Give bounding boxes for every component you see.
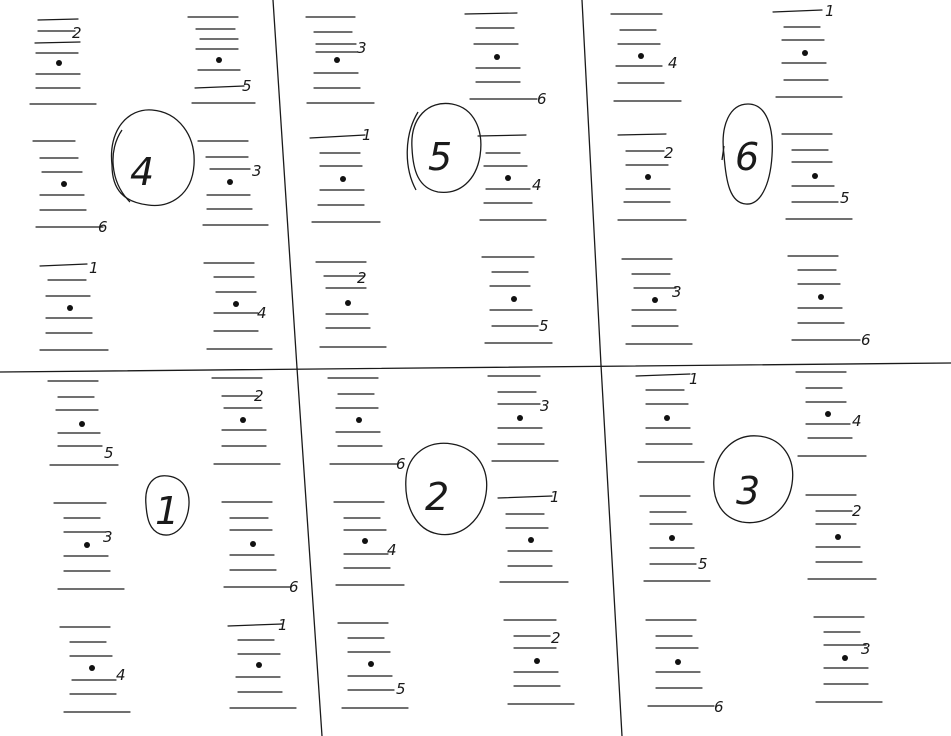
line-stack <box>636 370 704 462</box>
line-stack <box>48 381 118 465</box>
cell-4 <box>48 378 299 712</box>
dot-marker <box>802 50 808 56</box>
circled-digit-text: 6 <box>735 135 760 179</box>
stack-label: 2 <box>72 24 82 42</box>
stroke-line <box>35 42 80 43</box>
stack-label: 4 <box>668 54 678 72</box>
dot-marker <box>505 175 511 181</box>
stack-label: 1 <box>362 126 372 144</box>
stroke-line <box>310 135 365 138</box>
dot-marker <box>638 53 644 59</box>
stroke-line <box>498 496 552 498</box>
dot-marker <box>494 54 500 60</box>
line-stack <box>33 141 108 236</box>
line-stack <box>204 263 272 349</box>
dot-marker <box>511 296 517 302</box>
stack-label: 4 <box>257 304 267 322</box>
stack-label: 3 <box>672 283 682 301</box>
circled-digit-text: 4 <box>130 150 155 194</box>
line-stack <box>646 620 724 716</box>
grid-vertical-line <box>273 0 297 368</box>
dot-marker <box>812 173 818 179</box>
dot-marker <box>842 655 848 661</box>
stack-label: 4 <box>852 412 862 430</box>
stack-label: 6 <box>396 455 406 473</box>
stack-label: 5 <box>539 317 549 335</box>
line-stack <box>478 135 546 220</box>
circled-digit-text: 2 <box>425 475 450 519</box>
cell-1 <box>30 17 272 350</box>
line-stack <box>618 134 686 220</box>
grid-vertical-line <box>297 368 322 736</box>
dot-marker <box>534 658 540 664</box>
line-stack <box>640 496 710 581</box>
stack-label: 4 <box>532 176 542 194</box>
stroke-line <box>195 86 244 88</box>
line-stack <box>60 627 130 712</box>
dot-marker <box>216 57 222 63</box>
grid-horizontal-line <box>0 363 951 372</box>
circled-digit <box>714 436 793 523</box>
stack-label: 3 <box>357 39 367 57</box>
circled-digit-text: 5 <box>428 135 453 179</box>
line-stack <box>40 259 108 350</box>
circled-digit <box>722 104 772 204</box>
stroke-line <box>478 135 526 136</box>
line-stack <box>188 17 255 103</box>
stack-label: 5 <box>840 189 850 207</box>
stack-label: 6 <box>714 698 724 716</box>
line-stack <box>198 141 268 225</box>
line-stack <box>306 17 374 103</box>
line-stack <box>222 502 299 596</box>
stack-label: 2 <box>254 387 264 405</box>
dot-marker <box>89 665 95 671</box>
stroke-line <box>465 13 517 14</box>
dot-marker <box>675 659 681 665</box>
dot-marker <box>818 294 824 300</box>
line-stack <box>482 257 552 343</box>
cell-5 <box>328 376 574 708</box>
line-stack <box>328 378 406 473</box>
stroke-line <box>40 264 87 266</box>
dot-marker <box>517 415 523 421</box>
stack-label: 3 <box>540 397 550 415</box>
stack-label: 6 <box>98 218 108 236</box>
stroke-line <box>773 10 822 12</box>
dot-marker <box>664 415 670 421</box>
stack-label: 5 <box>104 444 114 462</box>
dot-marker <box>256 662 262 668</box>
line-stack <box>316 262 386 347</box>
stack-label: 6 <box>861 331 871 349</box>
dot-marker <box>233 301 239 307</box>
dot-marker <box>669 535 675 541</box>
circled-digit-text: 1 <box>155 489 180 533</box>
stroke-line <box>38 19 78 20</box>
line-stack <box>622 259 692 344</box>
stack-label: 1 <box>825 2 835 20</box>
dot-marker <box>340 176 346 182</box>
stack-label: 3 <box>252 162 262 180</box>
line-stack <box>796 372 866 456</box>
line-stack <box>54 503 124 589</box>
stack-label: 1 <box>278 616 288 634</box>
stack-label: 2 <box>852 502 862 520</box>
circled-digit <box>146 476 189 535</box>
line-stack <box>782 134 852 219</box>
stroke-line <box>636 374 690 376</box>
line-stack <box>773 2 842 97</box>
dot-marker <box>645 174 651 180</box>
grid-vertical-line <box>582 0 601 365</box>
stack-label: 4 <box>116 666 126 684</box>
line-stack <box>334 502 404 585</box>
line-stack <box>788 256 871 349</box>
circled-digit-text: 3 <box>736 469 761 513</box>
dot-marker <box>835 534 841 540</box>
dot-marker <box>61 181 67 187</box>
circled-digit <box>111 110 194 206</box>
stack-label: 5 <box>242 77 252 95</box>
stroke-line <box>618 134 666 135</box>
dot-marker <box>368 661 374 667</box>
dot-marker <box>250 541 256 547</box>
dot-marker <box>79 421 85 427</box>
dot-marker <box>56 60 62 66</box>
stack-label: 3 <box>103 528 113 546</box>
dot-marker <box>356 417 362 423</box>
stack-label: 2 <box>551 629 561 647</box>
stack-label: 2 <box>664 144 674 162</box>
line-stack <box>498 488 568 582</box>
stack-label: 2 <box>357 269 367 287</box>
stack-label: 5 <box>698 555 708 573</box>
line-stack <box>30 19 96 104</box>
line-stack <box>814 617 882 702</box>
dot-marker <box>652 297 658 303</box>
line-stack <box>806 495 876 579</box>
line-stack <box>504 620 574 704</box>
line-stack <box>212 378 280 464</box>
dot-marker <box>240 417 246 423</box>
line-stack <box>338 623 408 708</box>
line-stack <box>465 13 547 108</box>
dot-marker <box>67 305 73 311</box>
stack-label: 1 <box>89 259 99 277</box>
cell-3 <box>611 2 871 349</box>
stack-label: 1 <box>689 370 699 388</box>
line-stack <box>488 376 558 461</box>
grid-vertical-line <box>601 365 622 736</box>
dot-marker <box>334 57 340 63</box>
stroke-line <box>228 624 282 626</box>
line-stack <box>611 14 681 101</box>
dot-marker <box>528 537 534 543</box>
stack-label: 5 <box>396 680 406 698</box>
circled-digit <box>406 443 487 534</box>
line-stack <box>228 616 296 708</box>
stack-label: 1 <box>550 488 560 506</box>
dot-marker <box>84 542 90 548</box>
dot-marker <box>227 179 233 185</box>
dot-marker <box>825 411 831 417</box>
cell-2 <box>306 13 552 347</box>
dot-marker <box>345 300 351 306</box>
bracket-stroke <box>113 130 130 202</box>
stack-label: 6 <box>537 90 547 108</box>
line-stack <box>310 126 380 222</box>
stack-label: 4 <box>387 541 397 559</box>
stack-label: 6 <box>289 578 299 596</box>
cell-6 <box>636 370 882 716</box>
stack-label: 3 <box>861 640 871 658</box>
circled-digit <box>407 103 481 192</box>
dot-marker <box>362 538 368 544</box>
